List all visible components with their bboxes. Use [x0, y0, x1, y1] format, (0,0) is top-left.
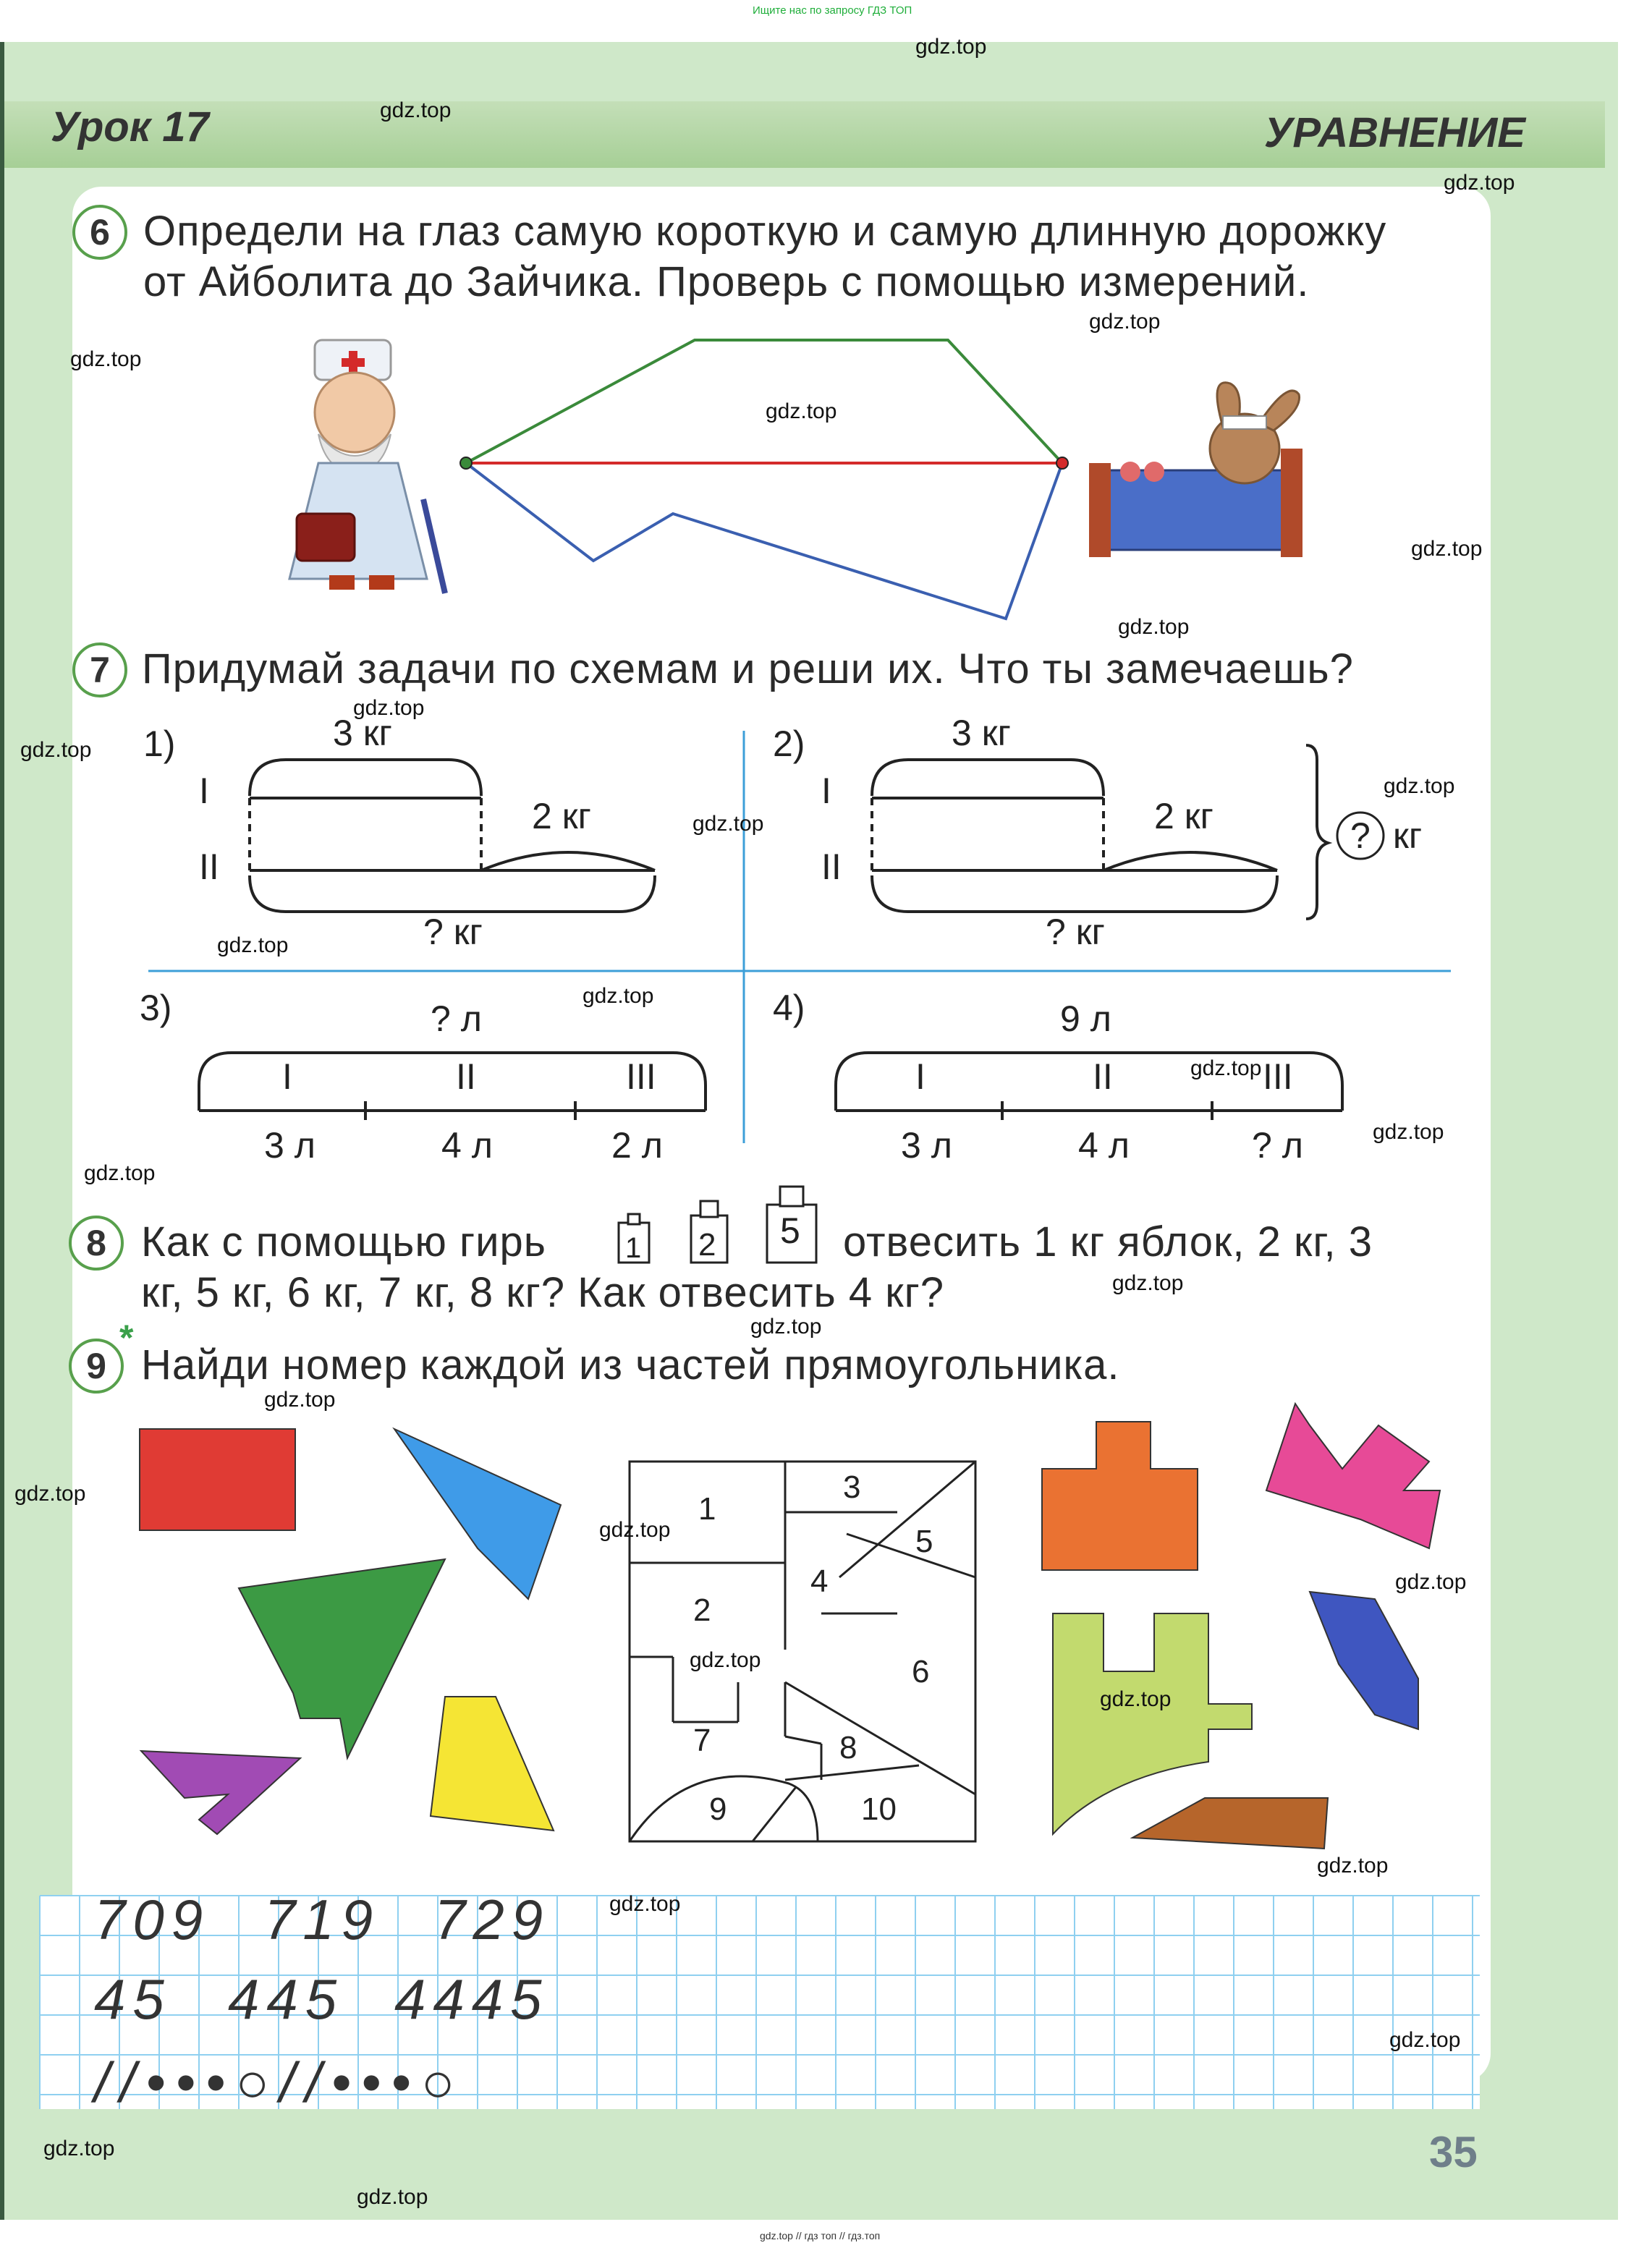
- puzzle-piece-6: 6: [912, 1654, 930, 1689]
- watermark: gdz.top: [380, 98, 452, 122]
- watermark: gdz.top: [84, 1161, 156, 1185]
- watermark: gdz.top: [1190, 1056, 1262, 1080]
- watermark: gdz.top: [1384, 774, 1455, 798]
- task8-number: 8: [69, 1216, 124, 1271]
- s3-value-2: 4 л: [441, 1125, 493, 1166]
- s4-value-2: 4 л: [1078, 1125, 1130, 1166]
- s2-bottom: ? кг: [1046, 912, 1105, 952]
- watermark: gdz.top: [353, 696, 425, 720]
- s2-row2: II: [821, 847, 842, 887]
- watermark: gdz.top: [599, 1518, 671, 1542]
- handwriting-2-3: 4445: [394, 1967, 549, 2031]
- watermark: gdz.top: [1444, 171, 1515, 195]
- paths-diagram: [460, 340, 1068, 619]
- task6-number: 6: [72, 205, 127, 260]
- task8-line2: кг, 5 кг, 6 кг, 7 кг, 8 кг? Как отвесить 4 кг?: [141, 1269, 945, 1316]
- piece-pink: [1266, 1404, 1440, 1548]
- task9-text: Найди номер каждой из частей прямоугольника.: [141, 1341, 1120, 1388]
- puzzle-piece-4: 4: [810, 1564, 829, 1599]
- bottom-link[interactable]: gdz.top // гдз топ // гдз.топ: [760, 2230, 881, 2241]
- handwriting-2-1: 45: [94, 1967, 171, 2031]
- lesson-title: УРАВНЕНИЕ: [1264, 109, 1525, 156]
- watermark: gdz.top: [766, 399, 837, 423]
- s2-unit: кг: [1393, 815, 1423, 856]
- bunny-in-bed-illustration: [1089, 383, 1302, 557]
- s3-part-2: II: [456, 1056, 476, 1097]
- watermark: gdz.top: [1389, 2028, 1461, 2052]
- handwriting-1-3: 729: [434, 1888, 551, 1951]
- s3-part-1: I: [282, 1056, 292, 1097]
- task9-number: 9: [69, 1339, 124, 1394]
- scheme-2: [872, 745, 1384, 919]
- doctor-aibolit-illustration: [289, 340, 445, 593]
- end-point: [1056, 457, 1068, 469]
- watermark: gdz.top: [1317, 1854, 1389, 1878]
- piece-green: [239, 1559, 445, 1758]
- s2-row1: I: [821, 771, 831, 811]
- s3-number: 3): [140, 988, 172, 1028]
- puzzle-piece-5: 5: [915, 1524, 933, 1559]
- s1-row1: I: [199, 771, 209, 811]
- watermark: gdz.top: [1373, 1120, 1444, 1144]
- watermark: gdz.top: [1411, 537, 1483, 561]
- task8-text-a: Как с помощью гирь: [141, 1218, 547, 1265]
- s3-value-3: 2 л: [611, 1125, 663, 1166]
- rectangle-puzzle: [630, 1462, 975, 1841]
- piece-red: [140, 1429, 295, 1530]
- green-path: [466, 340, 1062, 463]
- weight-5-label: 5: [780, 1210, 800, 1251]
- s2-number: 2): [773, 724, 805, 764]
- s1-mid: 2 кг: [532, 796, 591, 836]
- piece-orange: [1042, 1422, 1198, 1570]
- watermark: gdz.top: [1395, 1570, 1467, 1594]
- watermark: gdz.top: [14, 1482, 86, 1506]
- weight-2-label: 2: [698, 1227, 716, 1263]
- watermark: gdz.top: [357, 2185, 428, 2209]
- watermark: gdz.top: [609, 1892, 681, 1916]
- start-point: [460, 457, 472, 469]
- watermark: gdz.top: [690, 1648, 761, 1672]
- s4-top: 9 л: [1060, 998, 1111, 1039]
- s2-mid: 2 кг: [1154, 796, 1213, 836]
- piece-purple: [141, 1751, 300, 1834]
- watermark: gdz.top: [692, 812, 764, 836]
- watermark: gdz.top: [915, 35, 987, 59]
- s1-number: 1): [143, 724, 176, 764]
- handwriting-1-1: 709: [94, 1888, 211, 1951]
- s2-top: 3 кг: [952, 713, 1011, 753]
- piece-darkblue: [1310, 1592, 1418, 1729]
- watermark: gdz.top: [20, 738, 92, 762]
- watermark: gdz.top: [43, 2137, 115, 2160]
- watermark: gdz.top: [1100, 1687, 1172, 1711]
- piece-yellow: [431, 1697, 554, 1831]
- puzzle-piece-1: 1: [698, 1491, 716, 1527]
- task6-line2: от Айболита до Зайчика. Проверь с помощью измерений.: [143, 258, 1310, 305]
- puzzle-piece-8: 8: [839, 1730, 857, 1765]
- watermark: gdz.top: [264, 1388, 336, 1412]
- s4-value-3: ? л: [1252, 1125, 1303, 1166]
- s1-bottom: ? кг: [423, 912, 483, 952]
- puzzle-piece-9: 9: [709, 1791, 727, 1827]
- s3-value-1: 3 л: [264, 1125, 315, 1166]
- watermark: gdz.top: [750, 1315, 822, 1339]
- handwriting-1-2: 719: [264, 1888, 381, 1951]
- s4-value-1: 3 л: [901, 1125, 952, 1166]
- handwriting-3: //•••○//•••○: [94, 2050, 465, 2114]
- watermark: gdz.top: [583, 984, 654, 1008]
- top-search-link[interactable]: Ищите нас по запросу ГДЗ ТОП: [753, 4, 912, 17]
- piece-brown: [1132, 1798, 1328, 1849]
- s4-number: 4): [773, 988, 805, 1028]
- task7-text: Придумай задачи по схемам и реши их. Что ты замечаешь?: [142, 645, 1354, 692]
- s2-question: ?: [1350, 815, 1371, 856]
- task6-line1: Определи на глаз самую короткую и самую длинную дорожку: [143, 208, 1387, 255]
- puzzle-piece-10: 10: [861, 1791, 897, 1827]
- handwriting-2-2: 445: [228, 1967, 344, 2031]
- s3-top: ? л: [431, 998, 482, 1039]
- tangram-pieces: [140, 1404, 1440, 1849]
- lesson-label: Урок 17: [51, 103, 209, 150]
- page-number: 35: [1429, 2128, 1478, 2176]
- s1-top: 3 кг: [333, 713, 392, 753]
- watermark: gdz.top: [70, 347, 142, 371]
- watermark: gdz.top: [217, 933, 289, 957]
- puzzle-piece-2: 2: [693, 1592, 711, 1628]
- puzzle-piece-7: 7: [693, 1723, 711, 1758]
- weight-1-label: 1: [625, 1232, 642, 1264]
- watermark: gdz.top: [1112, 1271, 1184, 1295]
- blue-path: [466, 463, 1062, 619]
- scheme-1: [250, 760, 655, 912]
- task7-number: 7: [72, 642, 127, 697]
- s1-row2: II: [199, 847, 219, 887]
- s4-part-3: III: [1263, 1056, 1293, 1097]
- task9-star: *: [119, 1318, 134, 1358]
- watermark: gdz.top: [1089, 310, 1161, 334]
- puzzle-piece-3: 3: [843, 1469, 861, 1505]
- s3-part-3: III: [626, 1056, 656, 1097]
- watermark: gdz.top: [1118, 615, 1190, 639]
- s4-part-2: II: [1093, 1056, 1113, 1097]
- s4-part-1: I: [915, 1056, 925, 1097]
- task8-text-b: отвесить 1 кг яблок, 2 кг, 3: [843, 1218, 1373, 1265]
